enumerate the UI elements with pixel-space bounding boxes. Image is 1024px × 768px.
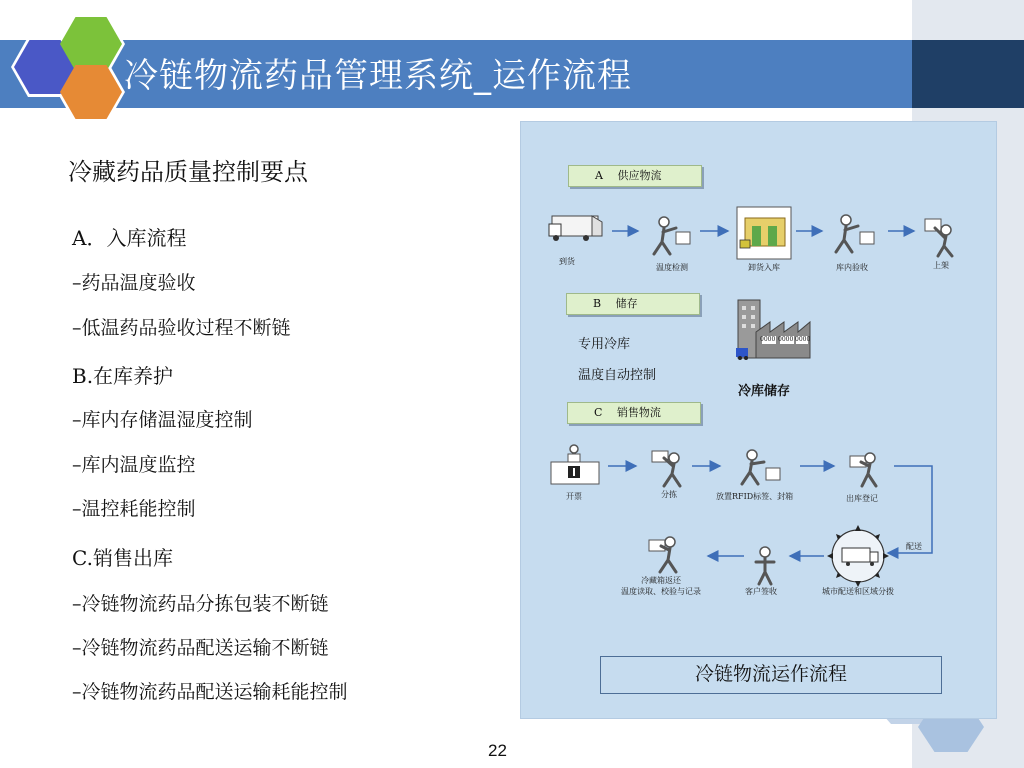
truck-icon [549,216,602,241]
distribution-hub-icon [827,525,889,587]
section-c-point: –冷链物流药品分拣包装不断链 [72,593,329,615]
diagram-caption: 冷链物流运作流程 [600,656,942,694]
step-label-shelving: 上架 [933,261,949,270]
packer-figure-icon [742,450,780,484]
door-number: 0000 [760,336,776,343]
section-b-point: –库内存储温湿度控制 [72,409,253,431]
section-a-point: –低温药品验收过程不断链 [72,317,291,339]
storage-line-2: 温度自动控制 [578,368,657,383]
section-a-point: –药品温度验收 [72,272,196,294]
customer-figure-icon [756,547,774,584]
return-figure-icon [649,537,676,572]
delivery-label: 配送 [906,542,922,551]
cashier-figure-icon [551,445,599,484]
step-label-customer-signoff: 客户签收 [745,587,777,596]
inspector-figure-icon [654,217,690,254]
step-label-distribution: 城市配送和区域分拨 [822,587,894,596]
stage-c-pill: C 销售物流 [567,402,701,424]
sorter-figure-icon [652,451,680,486]
shelving-figure-icon [925,219,952,256]
return-label-2: 温度读取、校验与记录 [621,587,701,596]
section-b-point: –温控耗能控制 [72,498,196,520]
return-label-1: 冷藏箱返还 [641,576,681,585]
step-label-rfid: 放置RFID标签、封箱 [716,492,794,501]
stage-b-pill: B 储存 [566,293,700,315]
step-label-arrival: 到货 [559,257,575,266]
section-c-point: –冷链物流药品配送运输不断链 [72,637,329,659]
section-c-label: C.销售出库 [72,546,173,570]
slide-title: 冷链物流药品管理系统_运作流程 [124,56,632,96]
step-label-outbound: 出库登记 [846,494,878,503]
left-heading: 冷藏药品质量控制要点 [68,158,308,186]
step-label-invoice: 开票 [566,492,582,501]
door-number: 0000 [795,336,811,343]
step-label-temp-check: 温度检测 [656,263,688,272]
step-label-inspection: 库内验收 [836,263,868,272]
section-c-point: –冷链物流药品配送运输耗能控制 [72,681,348,703]
cold-storage-building-icon [736,300,810,360]
dispatch-figure-icon [850,453,876,486]
step-label-sorting: 分拣 [661,490,677,499]
section-b-point: –库内温度监控 [72,454,196,476]
warehouse-icon [737,207,791,259]
stage-a-pill: A 供应物流 [568,165,702,187]
section-b-label: B.在库养护 [72,364,174,388]
storage-line-1: 专用冷库 [578,337,631,352]
cold-storage-caption: 冷库储存 [738,384,791,399]
step-label-unload: 卸货入库 [748,263,780,272]
section-a-label: A．入库流程 [72,226,187,250]
door-number: 0000 [778,336,794,343]
page-number: 22 [488,741,507,760]
receiver-figure-icon [836,215,874,252]
